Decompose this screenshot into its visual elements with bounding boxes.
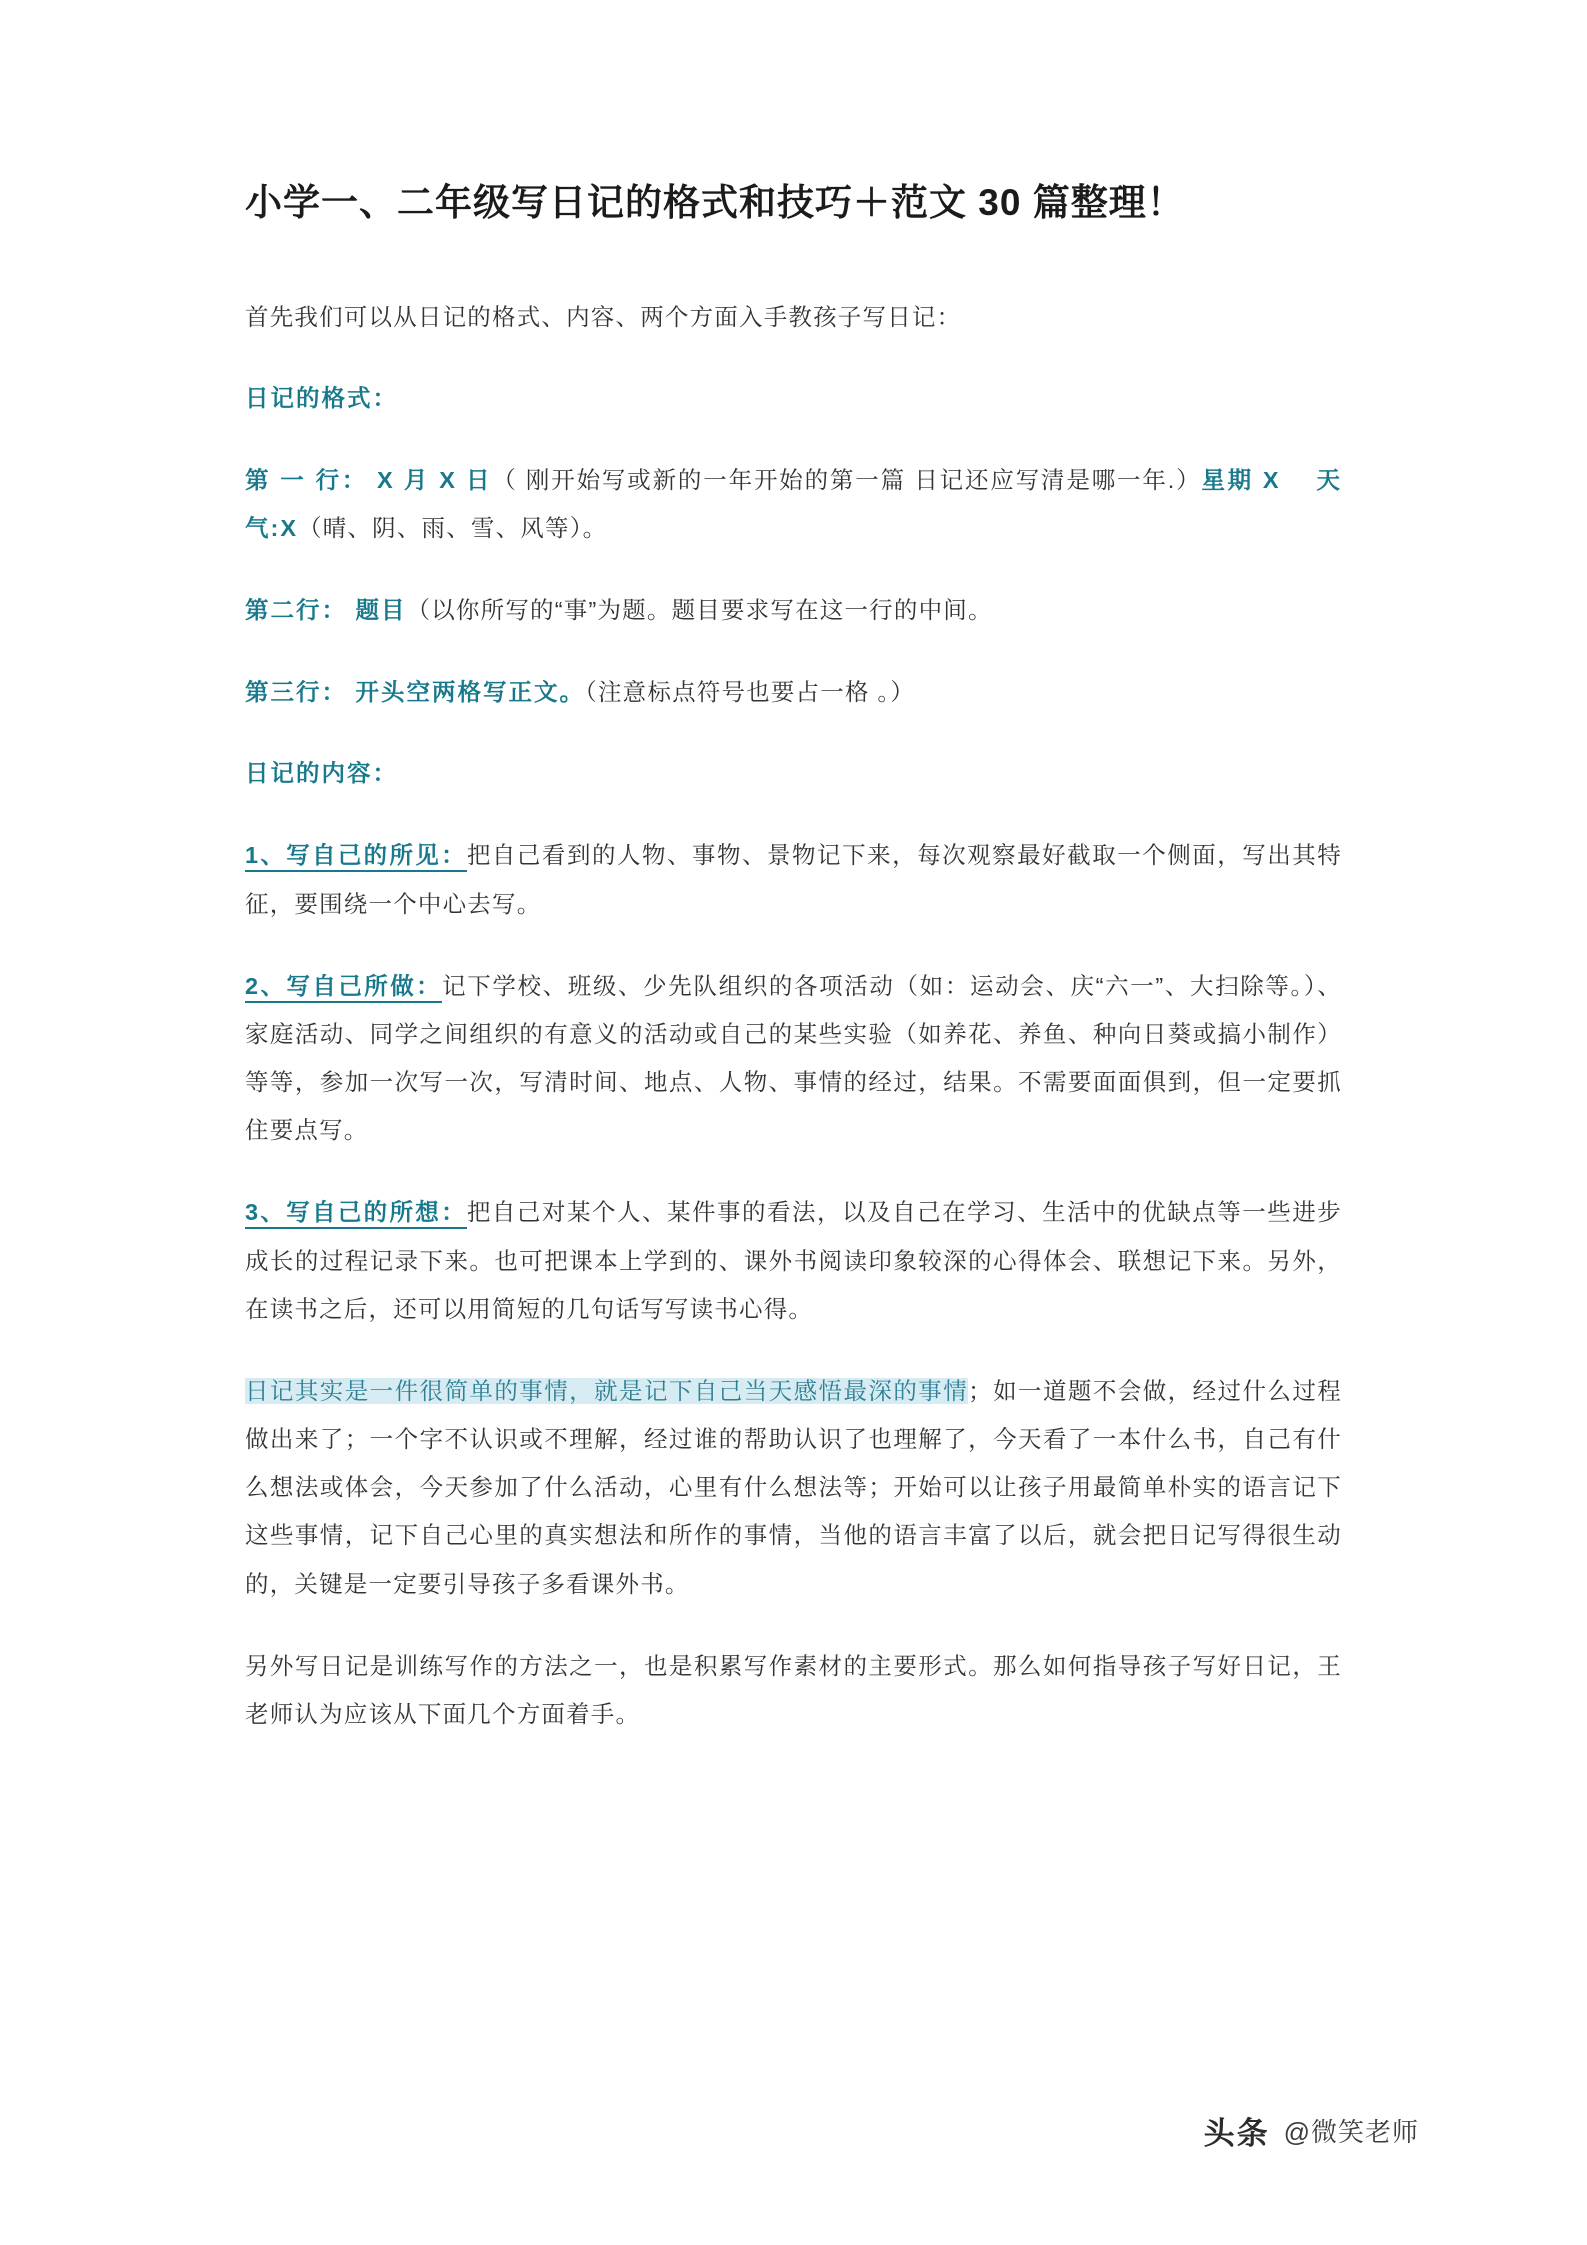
page-title: 小学一、二年级写日记的格式和技巧＋范文 30 篇整理！ (245, 182, 1185, 223)
format-line-1-body2: （晴、阴、雨、雪、风等）。 (298, 514, 608, 541)
format-line-3-body: （注意标点符号也要占一格 。） (585, 679, 916, 706)
author-handle: @微笑老师 (1283, 2117, 1419, 2147)
section-heading-format: 日记的格式： (245, 384, 398, 411)
format-line-1 (245, 456, 1342, 552)
format-line-3-lead: 第三行： 开头空两格写正文。 (245, 679, 586, 706)
format-line-1-body: （ 刚开始写或新的一年开始的第一篇 日记还应写清是哪一年.） (492, 466, 1202, 493)
closing-paragraph: 另外写日记是训练写作的方法之一，也是积累写作素材的主要形式。那么如何指导孩子写好日记，王老师认为应该从下面几个方面着手。 (245, 1652, 1342, 1727)
highlighted-text: 日记其实是一件很简单的事情，就是记下自己当天感悟最深的事情 (245, 1377, 969, 1404)
format-line-2 (245, 586, 1342, 634)
format-line-2-body: （以你所写的“事”为题。题目要求写在这一行的中间。 (406, 597, 993, 624)
content-item-1 (245, 831, 1342, 927)
toutiao-logo: 头条 (1203, 2116, 1270, 2151)
content-item-2 (245, 962, 1342, 1155)
content-item-2-lead: 2、写自己所做： (245, 973, 442, 1003)
format-line-1-lead: 第 一 行： X 月 X 日 (245, 466, 493, 493)
highlighted-paragraph (245, 1367, 1342, 1608)
content-item-3 (245, 1188, 1342, 1333)
highlighted-paragraph-rest: ；如一道题不会做，经过什么过程做出来了；一个字不认识或不理解，经过谁的帮助认识了也理解了，今天看了一本什么书，自己有什么想法或体会，今天参加了什么活动，心里有什么想法等；开始可以让孩子用最简单朴实的语言记下这些事情，记下自己心里的真实想法和所作的事情，当他的语言丰富了以后，就会把日记写得很生动的，关键是一定要引导孩子多看课外书。 (245, 1377, 1342, 1597)
content-item-2-body: 记下学校、班级、少先队组织的各项活动（如：运动会、庆“六一”、大扫除等。）、家庭活动、同学之间组织的有意义的活动或自己的某些实验（如养花、养鱼、种向日葵或搞小制作）等等，参加一次写一次，写清时间、地点、人物、事情的经过，结果。不需要面面俱到，但一定要抓住要点写。 (245, 972, 1342, 1144)
content-item-1-lead: 1、写自己的所见： (245, 842, 467, 872)
format-line-2-lead: 第二行： 题目 (245, 597, 407, 624)
content-item-3-lead: 3、写自己的所想： (245, 1199, 467, 1229)
format-line-1-lead2: 星期 X 天气:X (245, 466, 1343, 541)
watermark-footer (1204, 2108, 1419, 2153)
content-item-1-body: 把自己看到的人物、事物、景物记下来，每次观察最好截取一个侧面，写出其特征，要围绕一个中心去写。 (245, 842, 1343, 917)
content-item-3-body: 把自己对某个人、某件事的看法，以及自己在学习、生活中的优缺点等一些进步成长的过程记录下来。也可把课本上学到的、课外书阅读印象较深的心得体会、联想记下来。另外，在读书之后，还可以用简短的几句话写写读书心得。 (245, 1199, 1343, 1322)
section-heading-content: 日记的内容： (245, 760, 398, 787)
intro-paragraph: 首先我们可以从日记的格式、内容、两个方面入手教孩子写日记： (245, 303, 962, 330)
format-line-3 (245, 668, 1342, 716)
